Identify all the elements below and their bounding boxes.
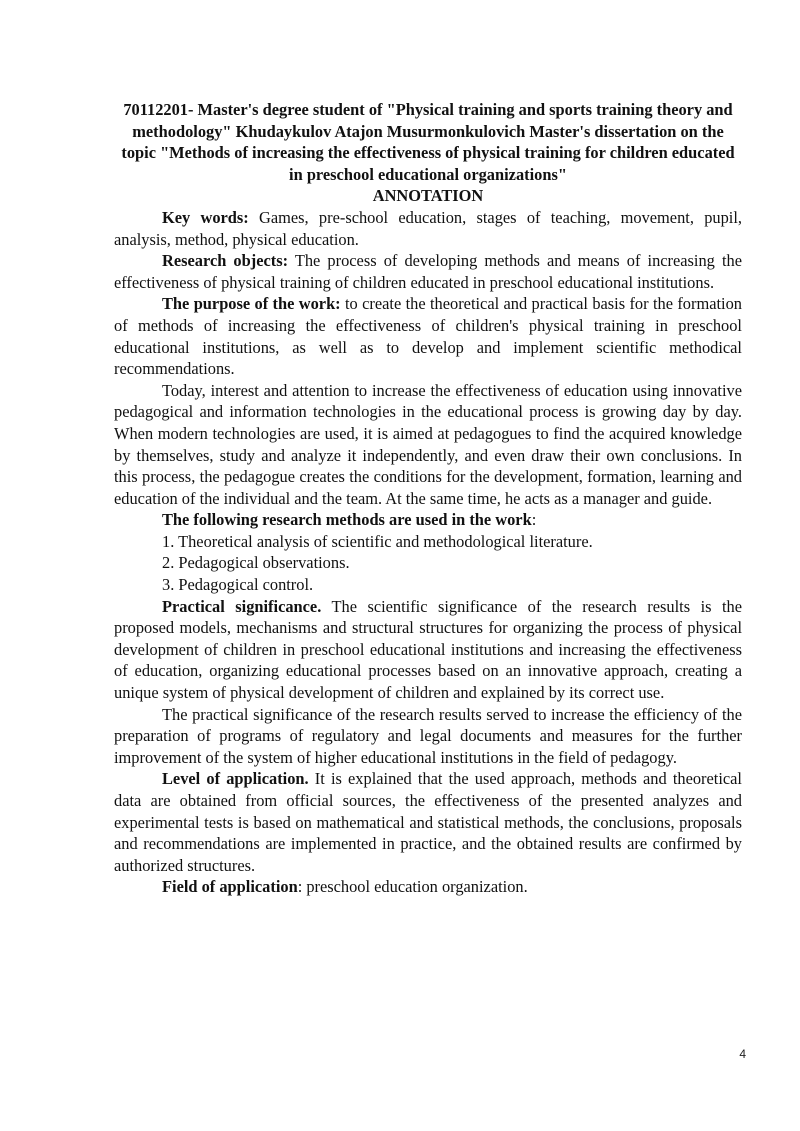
purpose-label: The purpose of the work: — [162, 294, 341, 314]
list-item: 1. Theoretical analysis of scientific and methodological literature. — [162, 531, 593, 551]
today-paragraph: Today, interest and attention to increase the effectiveness of education using innovative pedagogical and information technologies in the educational process is growing day by day. When modern technologies are used, it is aimed at pedagogues to find the acquired knowledge by themselves, study and analyze it independently, and even draw their own conclusions. In this process, the pedagogue creates the conditions for the development, formation, learning and education of the individual and the team. At the same time, he acts as a manager and guide. — [114, 380, 742, 508]
practical-significance-text: The scientific significance of the research results is the proposed models, mechanisms and structural structures for organizing the process of physical development of children in preschool educational institutions and increasing the effectiveness of education, organizing educational processes based on an innovative approach, creating a unique system of physical development of children and explained by its correct use. — [114, 596, 742, 703]
methods-label: The following research methods are used in the work — [162, 510, 532, 530]
practical-significance-paragraph — [114, 596, 742, 704]
list-item: 2. Pedagogical observations. — [162, 553, 350, 573]
annotation-heading: ANNOTATION — [372, 186, 484, 206]
research-objects-text: The process of developing methods and means of increasing the effectiveness of physical training of children educated in preschool educational institutions. — [114, 251, 742, 292]
purpose-paragraph — [114, 293, 742, 379]
field-of-application-label: Field of application — [162, 877, 298, 897]
methods-paragraph — [114, 509, 742, 531]
keywords-label: Key words: — [162, 207, 249, 227]
level-of-application-paragraph — [114, 768, 742, 876]
research-objects-label: Research objects: — [162, 251, 289, 271]
keywords-text: Games, pre-school education, stages of teaching, movement, pupil, analysis, method, physical education. — [114, 207, 742, 249]
level-of-application-label: Level of application. — [162, 769, 309, 789]
level-of-application-text: It is explained that the used approach, methods and theoretical data are obtained from official sources, the effectiveness of the presented analyzes and experimental tests is based on mathematical and statistical methods, the conclusions, proposals and recommendations are implemented in practice, and the obtained results are confirmed by authorized structures. — [114, 769, 742, 875]
field-of-application-paragraph — [114, 876, 742, 898]
keywords-paragraph — [114, 207, 742, 250]
practical-significance-label: Practical significance. — [162, 596, 322, 616]
field-of-application-text: : preschool education organization. — [297, 877, 528, 897]
page-content — [114, 99, 742, 898]
list-item: 3. Pedagogical control. — [162, 575, 314, 595]
methods-colon: : — [531, 510, 537, 530]
research-objects-paragraph — [114, 250, 742, 293]
dissertation-title: 70112201- Master's degree student of "Physical training and sports training theory and methodology" Khudaykulov Atajon Musurmonkulovich Master's dissertation on the topic "Methods of increasing the effectiveness of physical training for children educated in preschool educational organizations" — [121, 100, 735, 184]
purpose-text: to create the theoretical and practical basis for the formation of methods of increasing the effectiveness of children's physical training in preschool educational institutions, as well as to develop and implement scientific methodical recommendations. — [114, 294, 742, 379]
practical-significance-paragraph-2: The practical significance of the research results served to increase the efficiency of the preparation of programs of regulatory and legal documents and measures for the further improvement of the system of higher educational institutions in the field of pedagogy. — [114, 704, 742, 767]
page-number: 4 — [739, 1047, 746, 1061]
